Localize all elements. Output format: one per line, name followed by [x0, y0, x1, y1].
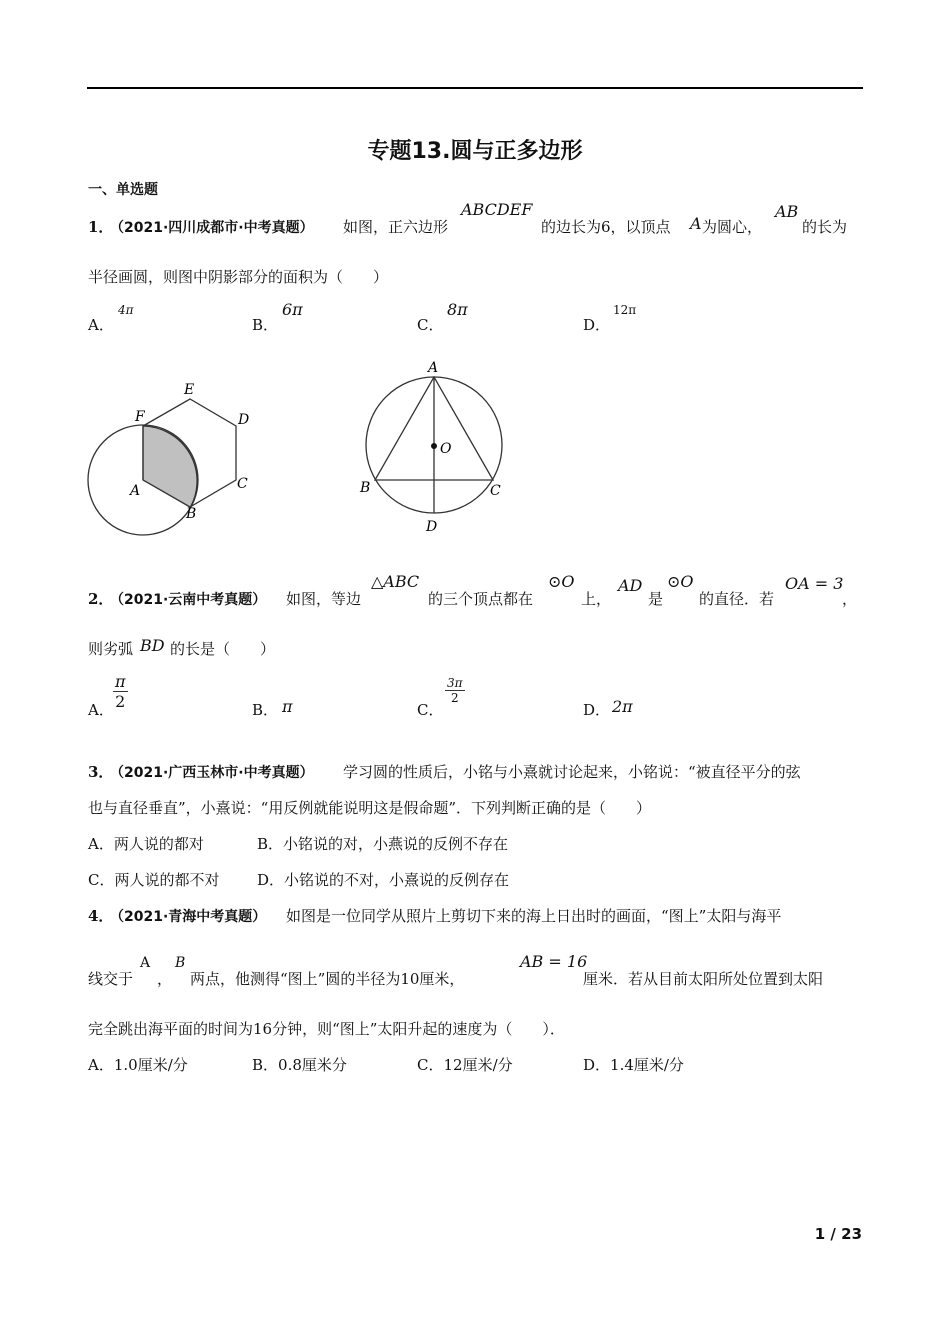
- q3-line-2: 也与直径垂直”，小熹说：“用反例就能说明这是假命题”．下列判断正确的是（ ）: [88, 799, 652, 817]
- q2-option-a-denominator: 2: [115, 692, 126, 711]
- q1-option-a[interactable]: A．: [88, 316, 114, 334]
- fig2-label-d: D: [426, 519, 438, 535]
- q1-math-a: A: [690, 214, 702, 233]
- fig1-label-a: A: [130, 483, 141, 499]
- fig1-label-b: B: [186, 506, 197, 522]
- q2-option-c-fraction: [445, 676, 465, 705]
- q1-option-a-value: 4π: [118, 303, 134, 317]
- q2-option-d-value: 2π: [612, 697, 633, 716]
- q2-option-b[interactable]: B．: [252, 701, 279, 719]
- q2-math-circle-2: ⊙O: [667, 572, 694, 591]
- q2-option-b-value: π: [282, 697, 293, 716]
- fig2-label-o: O: [440, 441, 452, 457]
- q1-text-2: 的边长为6，以顶点: [541, 218, 671, 236]
- fig1-label-d: D: [238, 412, 250, 428]
- fig1-label-c: C: [237, 476, 248, 492]
- q2-text-3: 上，: [581, 590, 612, 608]
- q3-line-1: 学习圆的性质后，小铭与小熹就讨论起来，小铭说：“被直径平分的弦: [343, 763, 801, 781]
- q2-source: （2021·云南中考真题）: [110, 592, 267, 608]
- q4-line-1: 如图是一位同学从照片上剪切下来的海上日出时的画面，“图上”太阳与海平: [286, 907, 782, 925]
- q2-text-4: 是: [648, 590, 664, 608]
- header-rule: [87, 87, 863, 89]
- section-heading: 一、单选题: [88, 182, 158, 198]
- q1-text-1: 如图，正六边形: [343, 218, 449, 236]
- q1-option-c[interactable]: C．: [417, 316, 444, 334]
- q1-option-b[interactable]: B．: [252, 316, 279, 334]
- q2-option-c[interactable]: C．: [417, 701, 444, 719]
- fig2-label-a: A: [428, 360, 439, 376]
- q2-line-2b: 的长是（ ）: [170, 640, 276, 658]
- q2-math-triangle: △ABC: [371, 572, 420, 591]
- q2-option-d[interactable]: D．: [583, 701, 611, 719]
- q4-line-3: 完全跳出海平面的时间为16分钟，则“图上”太阳升起的速度为（ ）．: [88, 1020, 565, 1038]
- q3-option-d[interactable]: D．小铭说的不对，小熹说的反例存在: [257, 871, 510, 889]
- q2-option-c-denominator: 2: [450, 691, 459, 705]
- q4-text-2: ，: [157, 970, 173, 988]
- q3-number: 3．: [88, 763, 114, 781]
- q4-option-a[interactable]: A．1.0厘米/分: [88, 1056, 188, 1074]
- q1-option-b-value: 6π: [282, 300, 303, 319]
- q1-text-4: 的长为: [802, 218, 848, 236]
- q4-math-b: B: [175, 955, 186, 971]
- q4-text-1: 线交于: [88, 970, 134, 988]
- q4-text-4: 厘米．若从目前太阳所处位置到太阳: [583, 970, 824, 988]
- q4-option-d[interactable]: D．1.4厘米/分: [583, 1056, 684, 1074]
- q2-text-6: ，: [842, 590, 858, 608]
- fig1-label-e: E: [184, 382, 195, 398]
- q1-option-d-value: 12π: [613, 303, 637, 317]
- q4-math-a: A: [140, 955, 151, 971]
- q2-text-2: 的三个顶点都在: [428, 590, 534, 608]
- fig2-label-c: C: [490, 483, 501, 499]
- q1-option-d[interactable]: D．: [583, 316, 611, 334]
- q4-option-b[interactable]: B．0.8厘米分: [252, 1056, 347, 1074]
- q2-math-bd: BD: [140, 636, 165, 655]
- q1-text-3: 为圆心，: [702, 218, 763, 236]
- q3-source: （2021·广西玉林市·中考真题）: [110, 765, 314, 781]
- q3-option-b[interactable]: B．小铭说的对，小燕说的反例不存在: [257, 835, 509, 853]
- page-number: 1 / 23: [814, 1225, 862, 1243]
- q1-math-hexagon: ABCDEF: [461, 200, 533, 219]
- q1-line-2: 半径画圆，则图中阴影部分的面积为（ ）: [88, 268, 389, 286]
- figure-hexagon-circle: [80, 370, 280, 540]
- q2-text-1: 如图，等边: [286, 590, 362, 608]
- q3-option-c[interactable]: C．两人说的都不对: [88, 871, 220, 889]
- q2-option-c-numerator: 3π: [447, 676, 463, 690]
- q1-source: （2021·四川成都市·中考真题）: [110, 220, 314, 236]
- q2-option-a[interactable]: A．: [88, 701, 114, 719]
- q2-math-circle-1: ⊙O: [548, 572, 575, 591]
- q2-option-a-numerator: π: [115, 672, 126, 691]
- q2-math-oa: OA = 3: [785, 574, 844, 593]
- page-title: 专题13.圆与正多边形: [367, 139, 583, 164]
- q4-number: 4．: [88, 907, 114, 925]
- q2-option-a-fraction: [113, 672, 128, 711]
- q1-number: 1．: [88, 218, 114, 236]
- q2-math-ad: AD: [618, 576, 643, 595]
- q4-text-3: 两点，他测得“图上”圆的半径为10厘米，: [190, 970, 465, 988]
- fig1-label-f: F: [135, 409, 145, 425]
- q1-math-ab: AB: [775, 202, 799, 221]
- figure-circle-triangle: [350, 355, 520, 540]
- q1-option-c-value: 8π: [447, 300, 468, 319]
- q2-line-2a: 则劣弧: [88, 640, 134, 658]
- q2-number: 2．: [88, 590, 114, 608]
- q4-source: （2021·青海中考真题）: [110, 909, 267, 925]
- q2-text-5: 的直径．若: [699, 590, 775, 608]
- q3-option-a[interactable]: A．两人说的都对: [88, 835, 204, 853]
- fig2-label-b: B: [360, 480, 371, 496]
- q4-math-ab: AB = 16: [520, 952, 588, 971]
- q4-option-c[interactable]: C．12厘米/分: [417, 1056, 513, 1074]
